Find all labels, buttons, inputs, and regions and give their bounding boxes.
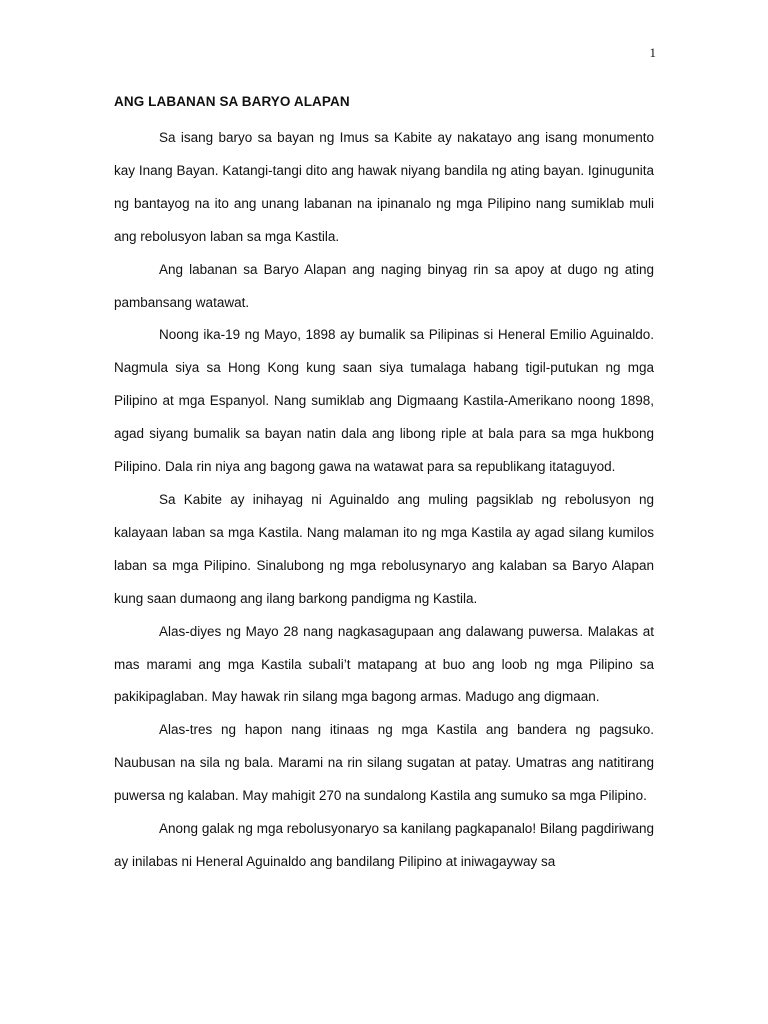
paragraph-6: Alas-tres ng hapon nang itinaas ng mga Kastila ang bandera ng pagsuko. Naubusan na sila ng bala. Marami na rin silang sugatan at patay. Umatras ang natitirang puwersa ng kalaban. May mahigit 270 na sundalong Kastila ang sumuko sa mga Pilipino.	[114, 722, 654, 804]
paragraph-2: Ang labanan sa Baryo Alapan ang naging binyag rin sa apoy at dugo ng ating pambansang watawat.	[114, 261, 654, 310]
document-title: ANG LABANAN SA BARYO ALAPAN	[114, 94, 350, 109]
document-body	[114, 94, 654, 879]
page-number: 1	[649, 45, 656, 60]
paragraph-4: Sa Kabite ay inihayag ni Aguinaldo ang muling pagsiklab ng rebolusyon ng kalayaan laban sa mga Kastila. Nang malaman ito ng mga Kastila ay agad silang kumilos laban sa mga Pilipino. Sinalubong ng mga rebolusynaryo ang kalaban sa Baryo Alapan kung saan dumaong ang ilang barkong pandigma ng Kastila.	[114, 491, 654, 606]
paragraph-3: Noong ika-19 ng Mayo, 1898 ay bumalik sa Pilipinas si Heneral Emilio Aguinaldo. Nagmula siya sa Hong Kong kung saan siya tumalaga habang tigil-putukan ng mga Pilipino at mga Espanyol. Nang sumiklab ang Digmaang Kastila-Amerikano noong 1898, agad siyang bumalik sa bayan natin dala ang libong riple at bala para sa mga hukbong Pilipino. Dala rin niya ang bagong gawa na watawat para sa republikang itataguyod.	[114, 327, 654, 475]
paragraph-1: Sa isang baryo sa bayan ng Imus sa Kabite ay nakatayo ang isang monumento kay Inang Bayan. Katangi-tangi dito ang hawak niyang bandila ng ating bayan. Iginugunita ng bantayog na ito ang unang labanan na ipinanalo ng mga Pilipino nang sumiklab muli ang rebolusyon laban sa mga Kastila.	[114, 130, 654, 244]
paragraph-7: Anong galak ng mga rebolusyonaryo sa kanilang pagkapanalo! Bilang pagdiriwang ay inilabas ni Heneral Aguinaldo ang bandilang Pilipino at iniwagayway sa	[114, 821, 654, 869]
paragraph-5: Alas-diyes ng Mayo 28 nang nagkasagupaan ang dalawang puwersa. Malakas at mas marami ang mga Kastila subali’t matapang at buo ang loob ng mga Pilipino sa pakikipaglaban. May hawak rin silang mga bagong armas. Madugo ang digmaan.	[114, 623, 654, 705]
